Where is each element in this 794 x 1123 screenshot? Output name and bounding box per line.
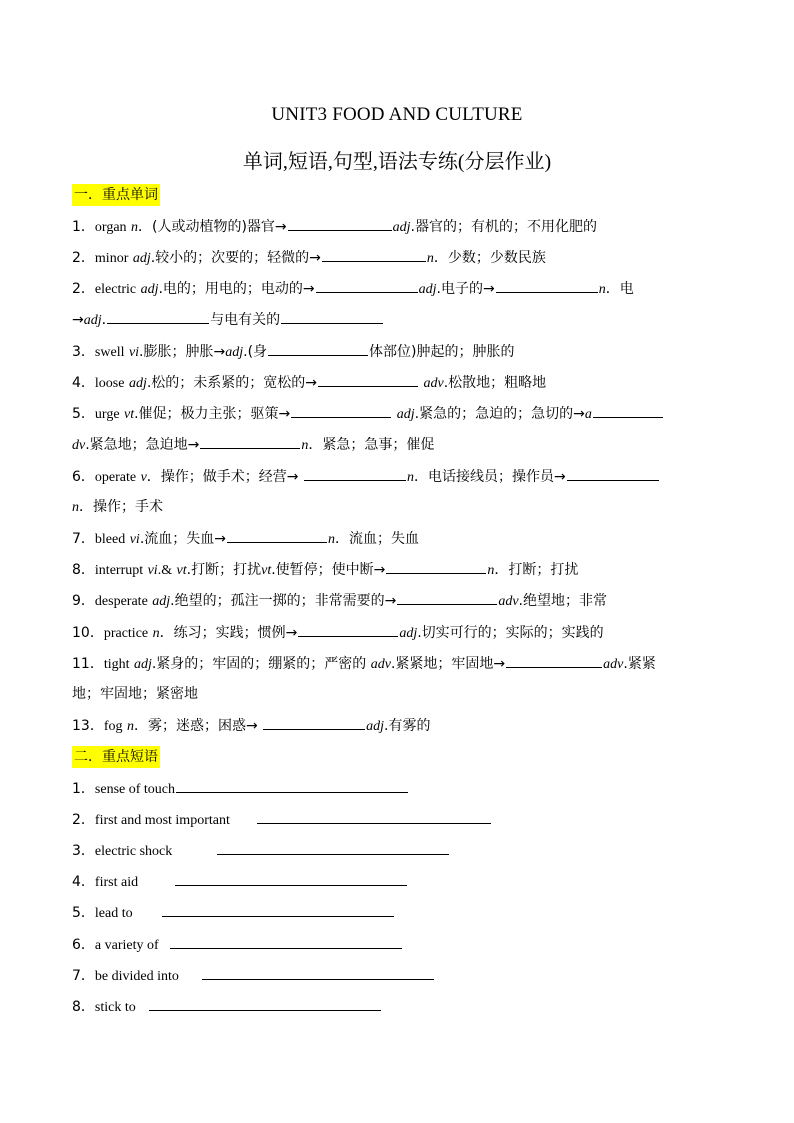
word-item-7-cont: n．操作；手术 bbox=[72, 499, 163, 515]
answer-blank[interactable] bbox=[263, 715, 365, 730]
phrase-item: 2．first and most important bbox=[72, 809, 492, 831]
word-item-3: 2．electric adj.电的；用电的；电动的→ adj.电子的→ n．电 bbox=[72, 278, 724, 300]
phrase-item: 7．be divided into bbox=[72, 965, 435, 987]
section-heading-phrases: 二．重点短语 bbox=[72, 746, 160, 768]
word-item-10: 9．desperate adj.绝望的；孤注一掷的；非常需要的→ adv.绝望地；非常 bbox=[72, 590, 724, 612]
phrase-item: 5．lead to bbox=[72, 902, 395, 924]
answer-blank[interactable] bbox=[298, 622, 398, 637]
answer-blank[interactable] bbox=[202, 965, 434, 980]
answer-blank[interactable] bbox=[593, 403, 663, 418]
answer-blank[interactable] bbox=[322, 247, 426, 262]
answer-blank[interactable] bbox=[567, 466, 659, 481]
word-item-3-cont: →adj. 与电有关的 bbox=[72, 309, 724, 331]
answer-blank[interactable] bbox=[257, 809, 491, 824]
answer-blank[interactable] bbox=[281, 309, 383, 324]
section-heading-words: 一．重点单词 bbox=[72, 184, 160, 206]
answer-blank[interactable] bbox=[162, 902, 394, 917]
answer-blank[interactable] bbox=[291, 403, 391, 418]
word-item-8: 7．bleed vi.流血；失血→ n．流血；失血 bbox=[72, 528, 724, 550]
answer-blank[interactable] bbox=[217, 840, 449, 855]
word-item-2: 2．minor adj.较小的；次要的；轻微的→ n．少数；少数民族 bbox=[72, 247, 724, 269]
word-item-11: 10．practice n．练习；实践；惯例→ adj.切实可行的；实际的；实践的 bbox=[72, 622, 724, 644]
word-item-6-cont: dv.紧急地；急迫地→ n．紧急；急事；催促 bbox=[72, 434, 724, 456]
word-item-12: 11．tight adj.紧身的；牢固的；绷紧的；严密的 adv.紧紧地；牢固地→ adv.紧紧 bbox=[72, 653, 724, 675]
answer-blank[interactable] bbox=[170, 934, 402, 949]
answer-blank[interactable] bbox=[268, 341, 368, 356]
word-item-9: 8．interrupt vi.& vt.打断；打扰vt.使暂停；使中断→ n．打断；打扰 bbox=[72, 559, 724, 581]
answer-blank[interactable] bbox=[496, 278, 598, 293]
word-item-5: 4．loose adj.松的；未系紧的；宽松的→ adv.松散地；粗略地 bbox=[72, 372, 724, 394]
answer-blank[interactable] bbox=[506, 653, 602, 668]
word-item-6: 5．urge vt.催促；极力主张；驱策→ adj.紧急的；急迫的；急切的→a bbox=[72, 403, 724, 425]
word-item-1: 1．organ n．(人或动植物的)器官→ adj.器官的；有机的；不用化肥的 bbox=[72, 216, 724, 238]
answer-blank[interactable] bbox=[318, 372, 418, 387]
answer-blank[interactable] bbox=[288, 216, 392, 231]
answer-blank[interactable] bbox=[227, 528, 327, 543]
word-item-13: 13．fog n．雾；迷惑；困惑→ adj.有雾的 bbox=[72, 715, 724, 737]
answer-blank[interactable] bbox=[316, 278, 418, 293]
phrase-item: 3．electric shock bbox=[72, 840, 450, 862]
answer-blank[interactable] bbox=[304, 466, 406, 481]
word-item-7: 6．operate v．操作；做手术；经营→ n．电话接线员；操作员→ bbox=[72, 466, 724, 488]
word-item-12-cont: 地；牢固地；紧密地 bbox=[72, 686, 198, 702]
answer-blank[interactable] bbox=[149, 996, 381, 1011]
phrase-item: 6．a variety of bbox=[72, 934, 403, 956]
answer-blank[interactable] bbox=[397, 590, 497, 605]
phrase-item: 8．stick to bbox=[72, 996, 382, 1018]
answer-blank[interactable] bbox=[200, 434, 300, 449]
page-title: UNIT3 FOOD AND CULTURE bbox=[271, 104, 523, 125]
answer-blank[interactable] bbox=[176, 778, 408, 793]
answer-blank[interactable] bbox=[107, 309, 209, 324]
page-subtitle: 单词,短语,句型,语法专练(分层作业) bbox=[242, 151, 552, 173]
answer-blank[interactable] bbox=[175, 871, 407, 886]
word-item-4: 3．swell vi.膨胀；肿胀→adj.(身 体部位)肿起的；肿胀的 bbox=[72, 341, 724, 363]
answer-blank[interactable] bbox=[386, 559, 486, 574]
phrase-item: 4．first aid bbox=[72, 871, 408, 893]
phrase-item: 1．sense of touch bbox=[72, 778, 409, 800]
